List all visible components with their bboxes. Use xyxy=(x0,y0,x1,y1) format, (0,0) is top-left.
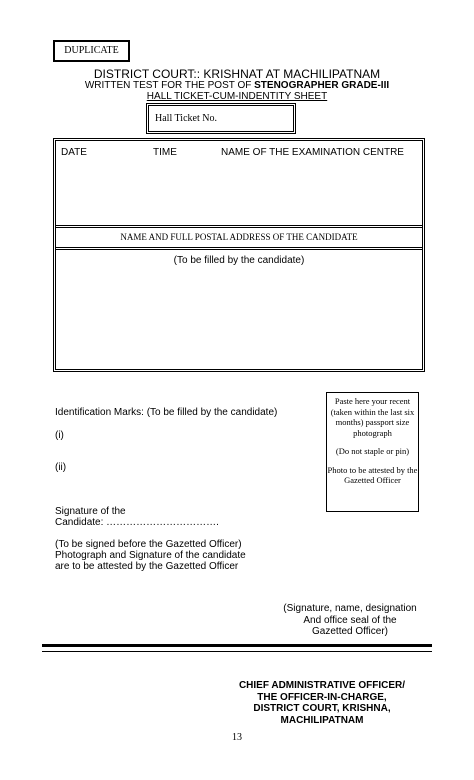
identification-mark-1: (i) xyxy=(55,430,64,441)
chief-line-3: DISTRICT COURT, KRISHNA, xyxy=(253,703,391,714)
identification-heading: Identification Marks: (To be filled by the candidate) xyxy=(55,407,278,418)
signing-note-2: Photograph and Signature of the candidate xyxy=(55,550,246,561)
exam-info-row[interactable] xyxy=(56,141,422,228)
chief-line-4: MACHILIPATNAM xyxy=(280,714,364,726)
signature-label: Signature of the xyxy=(55,506,126,517)
address-header: NAME AND FULL POSTAL ADDRESS OF THE CANDIDATE xyxy=(56,228,422,250)
photo-attest-note: Photo to be attested by the Gazetted Officer xyxy=(327,464,418,485)
gazetted-officer-signature xyxy=(260,603,440,638)
test-prefix: WRITTEN TEST FOR THE POST OF xyxy=(84,80,255,91)
court-title: DISTRICT COURT:: KRISHNAT AT MACHILIPATNAM xyxy=(93,67,381,81)
officer-sign-line-2: And office seal of the xyxy=(303,614,397,626)
fill-note: (To be filled by the candidate) xyxy=(173,255,305,266)
sheet-title: HALL TICKET-CUM-INDENTITY SHEET xyxy=(146,91,328,102)
chief-line-2: THE OFFICER-IN-CHARGE, xyxy=(257,691,387,703)
chief-officer-block xyxy=(232,680,412,726)
signing-note-3: are to be attested by the Gazetted Officer xyxy=(55,561,239,572)
exam-details-table xyxy=(53,138,425,372)
test-post: STENOGRAPHER GRADE-III xyxy=(254,80,390,91)
photo-instruction: Paste here your recent (taken within the last six months) passport size photograph xyxy=(330,396,415,438)
signing-note-1: (To be signed before the Gazetted Officer) xyxy=(55,539,242,550)
duplicate-badge: DUPLICATE xyxy=(53,40,130,62)
identification-mark-2: (ii) xyxy=(55,462,67,473)
time-label: TIME xyxy=(153,147,177,158)
photo-no-staple: (Do not staple or pin) xyxy=(335,446,410,456)
test-title xyxy=(0,80,474,91)
page-number: 13 xyxy=(232,732,242,743)
hall-ticket-label: Hall Ticket No. xyxy=(155,113,217,124)
divider-rule xyxy=(42,644,432,652)
hall-ticket-box[interactable] xyxy=(146,103,296,134)
date-label: DATE xyxy=(61,147,87,158)
photo-box[interactable] xyxy=(326,392,419,512)
officer-sign-line-3: Gazetted Officer) xyxy=(312,626,388,637)
chief-line-1: CHIEF ADMINISTRATIVE OFFICER/ xyxy=(238,680,406,691)
officer-sign-line-1: (Signature, name, designation xyxy=(283,603,417,614)
candidate-signature-line: Candidate: ……………………………. xyxy=(55,517,219,528)
centre-label: NAME OF THE EXAMINATION CENTRE xyxy=(221,147,404,158)
